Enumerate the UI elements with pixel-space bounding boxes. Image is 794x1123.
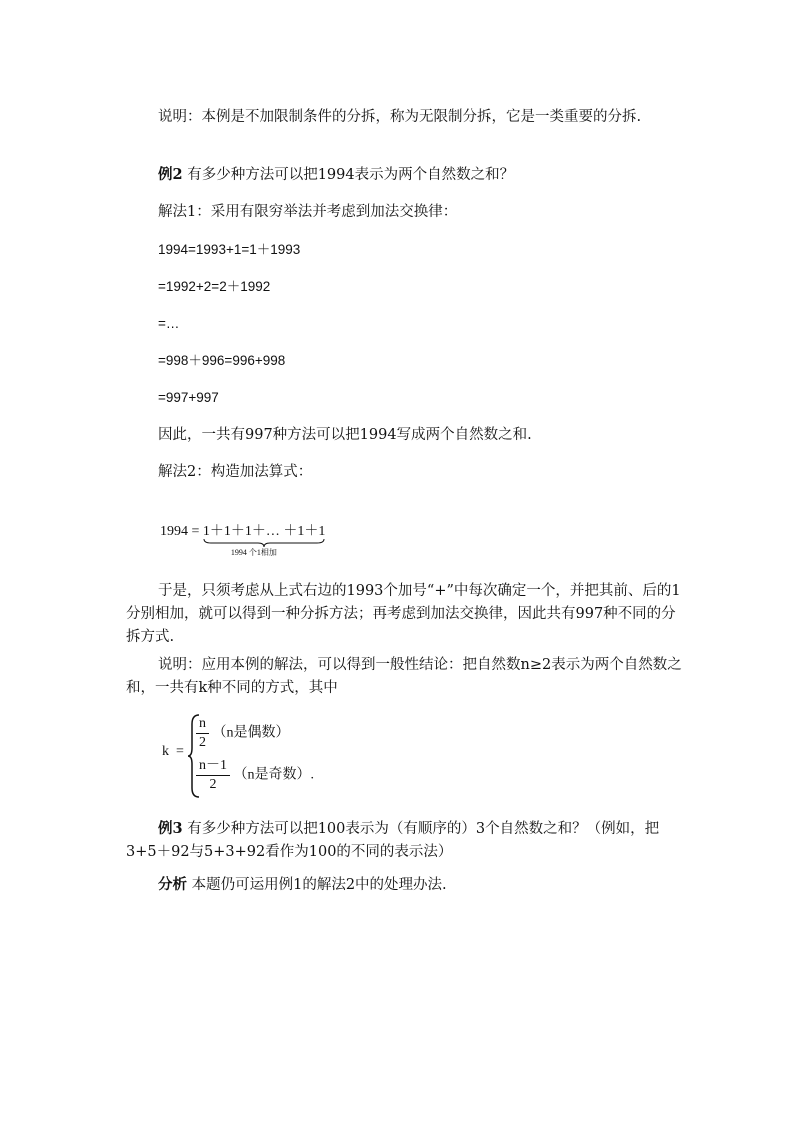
sum-formula	[160, 520, 326, 557]
solution-1-title: 解法1：采用有限穷举法并考虑到加法交换律：	[158, 204, 458, 220]
solution-2-title: 解法2：构造加法算式：	[158, 464, 313, 480]
example-3-question: 有多少种方法可以把100表示为（有顺序的）3个自然数之和？（例如，把3+5＋92与5+3+92看作为100的不同的表示法）	[126, 821, 660, 860]
fraction-denominator: 2	[199, 735, 206, 750]
fraction-numerator: n－1	[196, 757, 230, 776]
piecewise-formula	[160, 714, 360, 798]
example-3-label: 例3	[158, 820, 183, 837]
piecewise-case-even	[196, 715, 290, 752]
analysis-label: 分析	[158, 876, 187, 893]
example-2-label: 例2	[158, 166, 183, 183]
note-paragraph-2: 说明：应用本例的解法，可以得到一般性结论：把自然数n≥2表示为两个自然数之和，一共有k种不同的方式，其中	[126, 657, 682, 696]
sum-formula-equals: =	[191, 524, 200, 539]
fraction-n-minus-1-over-2	[196, 757, 230, 794]
sum-formula-rhs: 1＋1＋1＋… ＋1＋1	[202, 524, 326, 539]
equation-line-1: 1994=1993+1=1＋1993	[158, 242, 301, 257]
case-odd-condition: （n是奇数）	[233, 767, 311, 783]
equation-line-4: =998＋996=996+998	[158, 353, 286, 368]
fraction-denominator: 2	[209, 777, 217, 792]
analysis-paragraph	[158, 875, 447, 895]
fraction-numerator: n	[196, 715, 209, 734]
note-paragraph-1: 说明：本例是不加限制条件的分拆，称为无限制分拆，它是一类重要的分拆.	[158, 109, 642, 125]
sum-formula-rhs-group	[202, 520, 326, 557]
equation-line-3: =…	[158, 316, 180, 331]
example-3-paragraph	[126, 817, 686, 864]
example-2-heading	[158, 165, 514, 185]
solution-1-conclusion: 因此，一共有997种方法可以把1994写成两个自然数之和.	[158, 427, 532, 443]
thus-paragraph: 于是，只须考虑从上式右边的1993个加号“+”中每次确定一个，并把其前、后的1分别相加，就可以得到一种分拆方法；再考虑到加法交换律，因此共有997种不同的分拆方式.	[126, 583, 681, 645]
fraction-n-over-2	[196, 715, 209, 752]
analysis-text: 本题仍可运用例1的解法2中的处理办法.	[187, 877, 447, 893]
piecewise-equals: =	[176, 744, 184, 759]
case-even-condition: （n是偶数）	[212, 725, 290, 741]
equation-line-2: =1992+2=2＋1992	[158, 279, 271, 294]
piecewise-lhs: k	[162, 744, 169, 759]
underbrace-label: 1994 个1相加	[230, 548, 277, 557]
example-2-question: 有多少种方法可以把1994表示为两个自然数之和？	[182, 167, 515, 183]
equation-line-5: =997+997	[158, 390, 219, 405]
formula-period: .	[310, 767, 314, 783]
piecewise-case-odd	[196, 757, 314, 794]
sum-formula-lhs: 1994	[160, 524, 188, 539]
